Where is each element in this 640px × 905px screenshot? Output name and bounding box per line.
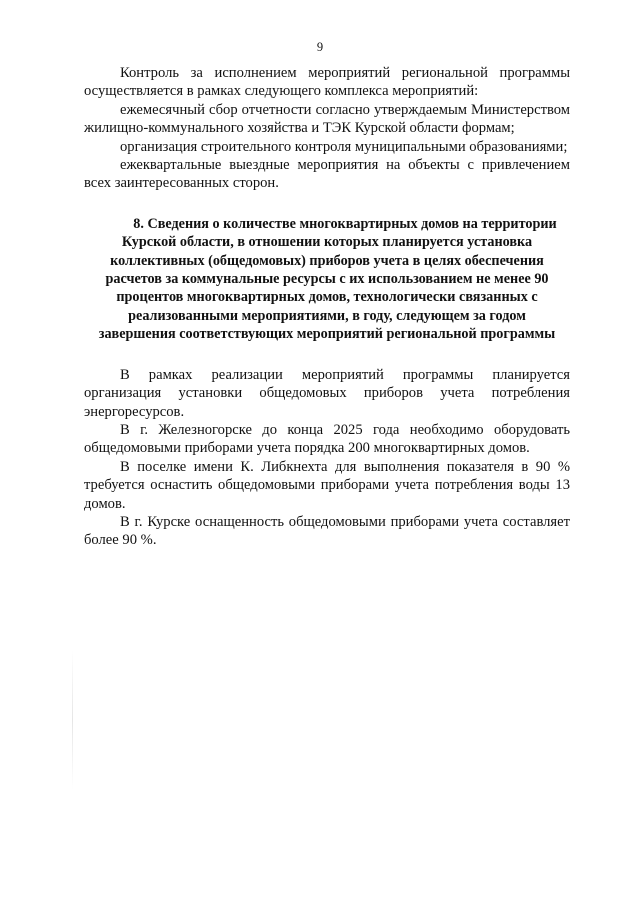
intro-paragraph-construction-control: организация строительного контроля муниципальными образованиями;: [120, 138, 568, 155]
section-paragraph-zheleznogorsk: В г. Железногорске до конца 2025 года необходимо оборудовать общедомовыми приборами учета порядка 200 многоквартирных домов.: [84, 421, 570, 457]
intro-paragraph-quarterly-visits: ежеквартальные выездные мероприятия на объекты с привлечением всех заинтересованных сторон.: [84, 157, 570, 192]
section-paragraph-liebknecht: В поселке имени К. Либкнехта для выполнения показателя в 90 % требуется оснастить общедомовыми приборами учета потребления воды 13 домов.: [84, 458, 570, 512]
section-paragraph-installation: В рамках реализации мероприятий программы планируется организация установки общедомовых приборов учета потребления энергоресурсов.: [84, 366, 570, 420]
section-paragraph-kursk: В г. Курске оснащенность общедомовыми приборами учета составляет более 90 %.: [84, 513, 570, 549]
intro-paragraph-control: Контроль за исполнением мероприятий региональной программы осуществляется в рамках следующего комплекса мероприятий:: [84, 65, 570, 100]
intro-paragraph-monthly-reporting: ежемесячный сбор отчетности согласно утверждаемым Министерством жилищно-коммунального хозяйства и ТЭК Курской области формам;: [84, 101, 570, 137]
section-heading: 8. Сведения о количестве многоквартирных домов на территории Курской области, в отношении которых планируется установка коллективных (общедомовых) приборов учета в целях обеспечения расчетов за коммунальные ресурсы с их использованием не менее 90 процентов многоквартирных домов, технологически связанных с реализованными мероприятиями, в году, следующем за годом завершения соответствующих мероприятий региональной программы: [98, 215, 557, 343]
document-body: [84, 64, 570, 550]
scan-artifact: [72, 650, 73, 790]
page-number: 9: [316, 40, 324, 54]
